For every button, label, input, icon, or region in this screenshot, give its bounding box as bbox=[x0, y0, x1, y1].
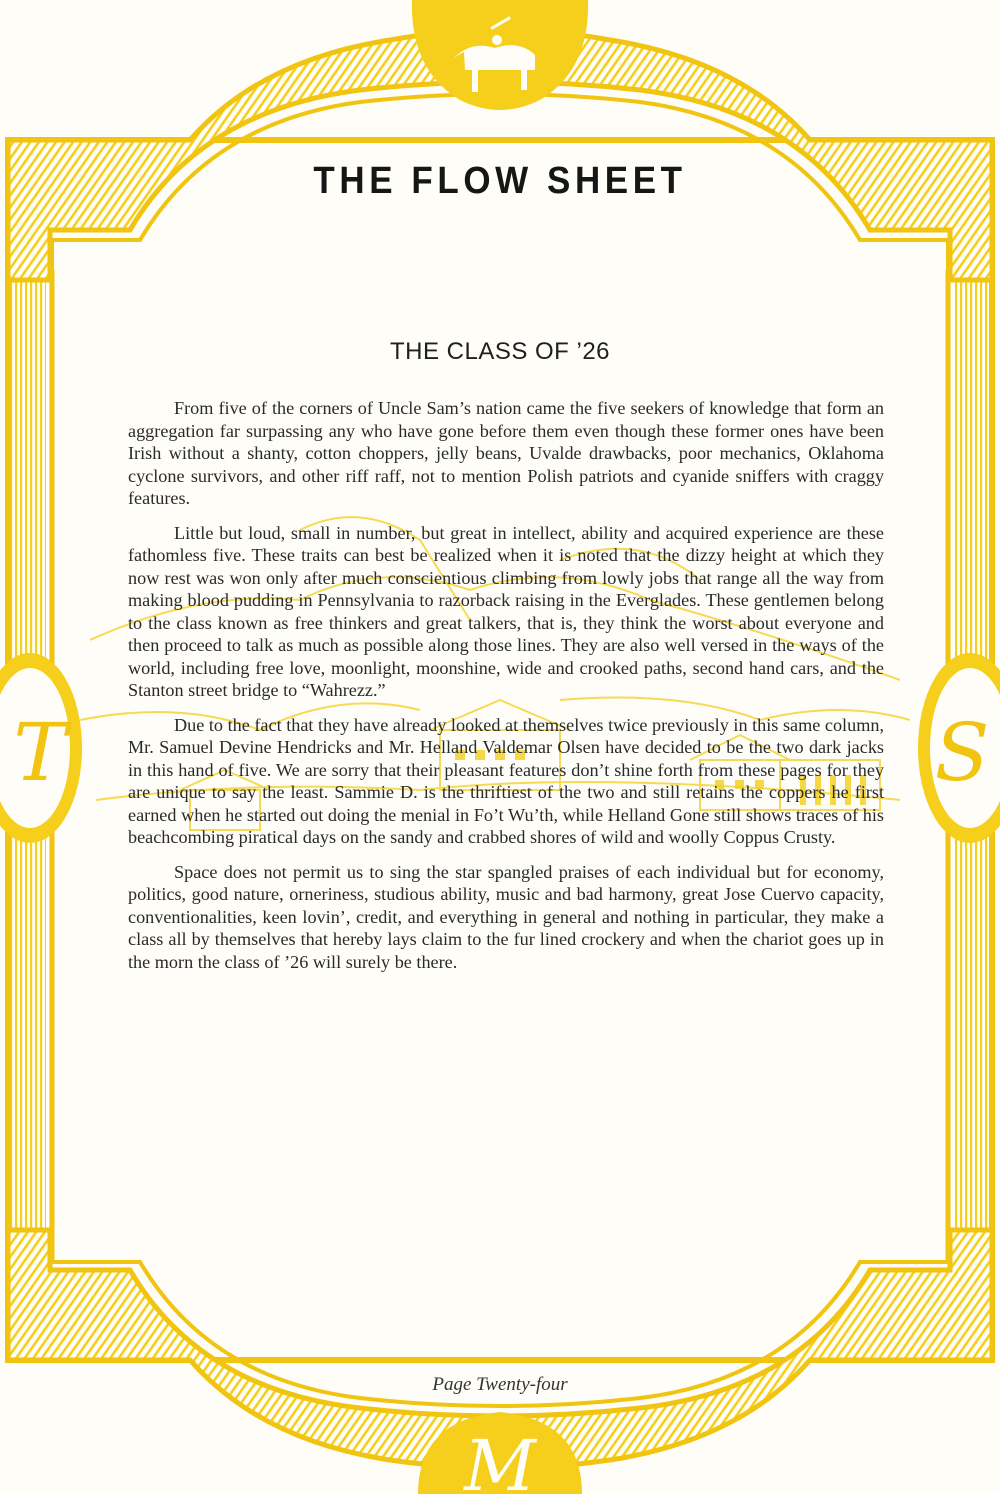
left-monogram: T bbox=[13, 706, 67, 799]
paragraph: From five of the corners of Uncle Sam’s nation came the five seekers of knowledge that form an aggregation far surpassing any who have gone before them even though these former ones have been Irish without a shanty, cotton choppers, jelly beans, Uvalde drawbacks, poor mechanics, Oklahoma cyclone survivors, and other riff raff, not to mention Polish patriots and cyanide sniffers with craggy features. bbox=[128, 398, 884, 508]
bottom-monogram: M bbox=[464, 1425, 536, 1494]
paragraph: Little but loud, small in number, but great in intellect, ability and acquired experience are these fathomless five. These traits can best be realized when it is noted that the dizzy height at which they now rest was won only after much conscientious climbing from lowly jobs that range all the way from making blood pudding in Pennsylvania to razorback raising in the Everglades. These gentlemen belong to the class known as free thinkers and great talkers, that is, they think the worst about everyone and then proceed to talk as much as possible along those lines. They are also well versed in the ways of the world, including free love, moonlight, moonshine, wide and crooked paths, second hand cars, and the Stanton street bridge to “Wahrezz.” bbox=[128, 522, 884, 700]
paragraph: Due to the fact that they have already looked at themselves twice previously in this same column, Mr. Samuel Devine Hendricks and Mr. Helland Valdemar Olsen have decided to be the two dark jacks in this hand of five. We are sorry that their pleasant features don’t shine forth from these pages for they are unique to say the least. Sammie D. is the thriftiest of the two and still retains the coppers he first earned when he started out doing the menial in Fo’t Wu’th, while Helland Gone still shows traces of his beachcombing piratical days on the sandy and crabbed shores of wild and woolly Coppus Crusty. bbox=[128, 714, 884, 847]
right-monogram: S bbox=[934, 706, 990, 799]
paragraph: Space does not permit us to sing the star spangled praises of each individual but for economy, politics, good nature, orneriness, studious ability, music and bad harmony, great Jose Cuervo capacity, conventionalities, keen lovin’, credit, and everything in general and nothing in particular, they make a class all by themselves that hereby lays claim to the fur lined crockery and when the chariot goes up in the morn the class of ’26 will surely be there. bbox=[128, 861, 884, 972]
section-heading: THE CLASS OF ’26 bbox=[389, 338, 611, 365]
page-number: Page Twenty-four bbox=[432, 1374, 568, 1395]
page-header-title: THE FLOW SHEET bbox=[313, 160, 687, 202]
article-body bbox=[128, 397, 884, 985]
